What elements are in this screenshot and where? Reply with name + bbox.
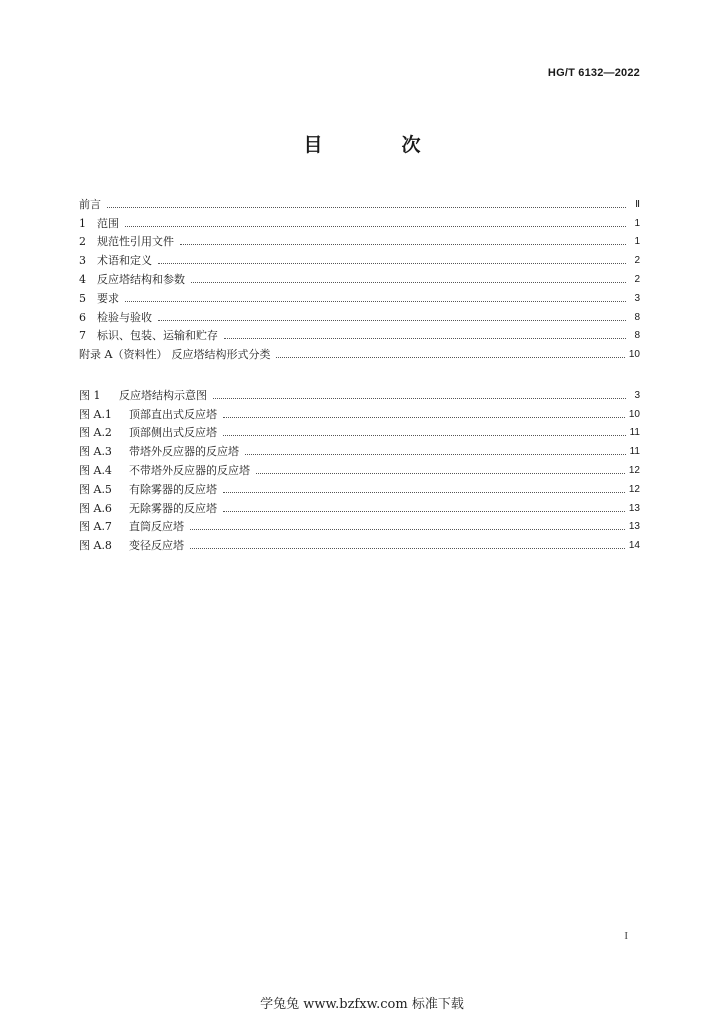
figure-entry[interactable] xyxy=(79,497,640,516)
toc-entry[interactable] xyxy=(79,231,640,250)
document-code: HG/T 6132—2022 xyxy=(547,67,640,79)
page-title: 目 次 xyxy=(303,134,451,156)
dot-leader xyxy=(125,300,626,302)
figure-entry-page: 13 xyxy=(628,502,640,514)
dot-leader xyxy=(107,206,626,208)
toc-entry-number: 3 xyxy=(79,254,86,268)
figure-entry-number: 图 A.3 xyxy=(79,445,112,459)
figure-entry-page: 11 xyxy=(629,446,640,458)
figure-entry[interactable] xyxy=(79,516,640,535)
figure-entry[interactable] xyxy=(79,440,640,459)
figure-entry-label: 变径反应塔 xyxy=(129,539,184,553)
dot-leader xyxy=(191,281,626,283)
figure-entry-page: 11 xyxy=(629,427,640,439)
figure-entry-page: 12 xyxy=(628,464,640,476)
dot-leader xyxy=(213,397,626,399)
toc-entry-page: 8 xyxy=(634,311,640,323)
toc-entry-label: 术语和定义 xyxy=(97,254,152,268)
toc-entry-label: 前言 xyxy=(79,197,101,211)
toc-entry[interactable] xyxy=(79,212,640,231)
figure-entry[interactable] xyxy=(79,422,640,441)
toc-entry-label: 反应塔结构形式分类 xyxy=(171,348,271,362)
toc-entry-label: 标识、包装、运输和贮存 xyxy=(97,329,218,343)
figure-entry-number: 图 A.4 xyxy=(79,463,112,477)
figure-entry-number: 图 A.2 xyxy=(79,426,112,440)
dot-leader xyxy=(158,262,626,264)
toc-entry-number: 7 xyxy=(79,329,86,343)
dot-leader xyxy=(190,528,625,530)
figure-entry[interactable] xyxy=(79,478,640,497)
toc-entry-page: 1 xyxy=(634,217,640,229)
toc-entry-number: 6 xyxy=(79,310,86,324)
figure-entry-page: 10 xyxy=(628,408,640,420)
toc-entry[interactable] xyxy=(79,306,640,325)
toc-entry-page: 8 xyxy=(634,330,640,342)
figure-entry[interactable] xyxy=(79,459,640,478)
toc-entry-number: 2 xyxy=(79,235,86,249)
toc-entry[interactable] xyxy=(79,193,640,212)
toc-entry[interactable] xyxy=(79,268,640,287)
toc-entry-label: 检验与验收 xyxy=(97,310,152,324)
figure-entry-page: 12 xyxy=(628,483,640,495)
toc-entry-page: 2 xyxy=(634,255,640,267)
figure-entry-label: 带塔外反应器的反应塔 xyxy=(129,445,239,459)
toc-entry-label: 反应塔结构和参数 xyxy=(97,272,185,286)
toc-entry-number: 5 xyxy=(79,291,86,305)
dot-leader xyxy=(158,319,626,321)
figure-entry-label: 有除雾器的反应塔 xyxy=(129,482,217,496)
toc-entry-number: 4 xyxy=(79,272,86,286)
dot-leader xyxy=(223,434,626,436)
toc-entry-label: 范围 xyxy=(97,216,119,230)
dot-leader xyxy=(125,225,626,227)
footer-watermark: 学兔兔 www.bzfxw.com 标准下载 xyxy=(260,997,464,1012)
toc-entry-page: 2 xyxy=(634,273,640,285)
figure-entry-label: 直筒反应塔 xyxy=(129,520,184,534)
toc-entry[interactable] xyxy=(79,249,640,268)
toc-entry-number: 附录 A（资料性） xyxy=(79,348,168,362)
figure-entry-number: 图 A.5 xyxy=(79,482,112,496)
toc-entry[interactable] xyxy=(79,287,640,306)
figure-entry-page: 3 xyxy=(634,389,640,401)
toc-entry-label: 规范性引用文件 xyxy=(97,235,174,249)
figure-entry-page: 14 xyxy=(628,540,640,552)
dot-leader xyxy=(223,491,625,493)
figure-entry-label: 顶部侧出式反应塔 xyxy=(129,426,217,440)
figure-entry-page: 13 xyxy=(628,521,640,533)
figure-entry-label: 反应塔结构示意图 xyxy=(119,388,207,402)
toc-entry-page: 3 xyxy=(634,292,640,304)
toc-entry-page: Ⅱ xyxy=(635,198,640,210)
figure-entry-number: 图 1 xyxy=(79,388,101,402)
toc-entry-page: 10 xyxy=(628,349,640,361)
toc-entry-annex[interactable] xyxy=(79,343,640,362)
list-of-figures xyxy=(79,384,640,553)
dot-leader xyxy=(276,356,624,358)
toc-entry[interactable] xyxy=(79,325,640,344)
figure-entry-label: 顶部直出式反应塔 xyxy=(129,407,217,421)
dot-leader xyxy=(245,453,626,455)
dot-leader xyxy=(224,337,626,339)
toc-entry-number: 1 xyxy=(79,216,86,230)
figure-entry-number: 图 A.8 xyxy=(79,539,112,553)
dot-leader xyxy=(180,243,626,245)
dot-leader xyxy=(256,472,625,474)
figure-entry-number: 图 A.7 xyxy=(79,520,112,534)
figure-entry-number: 图 A.6 xyxy=(79,501,112,515)
figure-entry-number: 图 A.1 xyxy=(79,407,112,421)
dot-leader xyxy=(190,547,625,549)
table-of-contents xyxy=(79,193,640,362)
figure-entry-label: 无除雾器的反应塔 xyxy=(129,501,217,515)
page-number: I xyxy=(624,930,628,942)
dot-leader xyxy=(223,510,625,512)
figure-entry[interactable] xyxy=(79,403,640,422)
figure-entry[interactable] xyxy=(79,384,640,403)
figure-entry[interactable] xyxy=(79,534,640,553)
dot-leader xyxy=(223,416,625,418)
figure-entry-label: 不带塔外反应器的反应塔 xyxy=(129,463,250,477)
toc-entry-label: 要求 xyxy=(97,291,119,305)
toc-entry-page: 1 xyxy=(634,236,640,248)
